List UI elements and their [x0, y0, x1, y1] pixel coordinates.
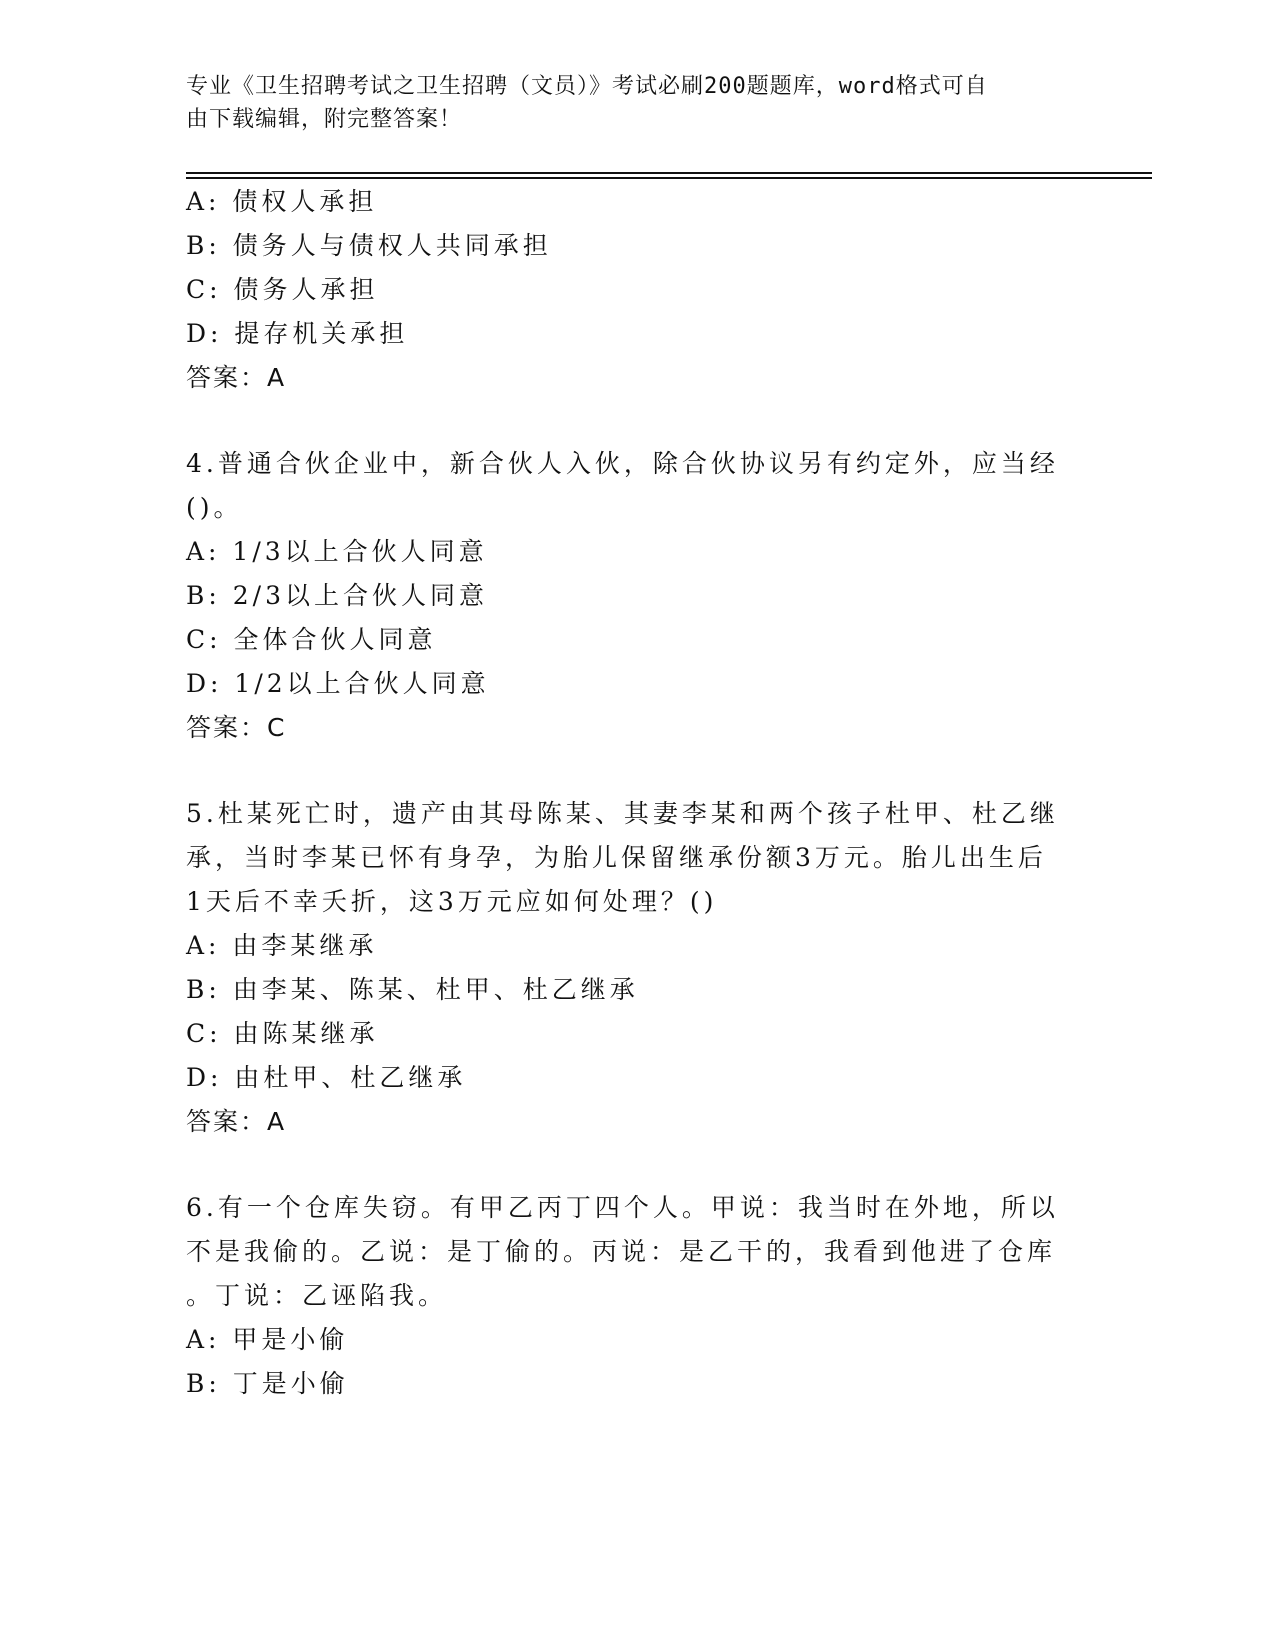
q5-stem-line-1: 5.杜某死亡时，遗产由其母陈某、其妻李某和两个孩子杜甲、杜乙继 — [186, 799, 1059, 828]
header-line-1: 专业《卫生招聘考试之卫生招聘（文员）》考试必刷200题题库，word格式可自 — [186, 74, 988, 99]
q6-stem-line-2: 不是我偷的。乙说：是丁偷的。丙说：是乙干的，我看到他进了仓库 — [186, 1237, 1057, 1266]
q3-answer: 答案：A — [186, 363, 287, 392]
q3-option-b: B: 债务人与债权人共同承担 — [186, 231, 552, 260]
q4-option-d: D: 1/2以上合伙人同意 — [186, 669, 490, 698]
header-line-2: 由下载编辑，附完整答案！ — [186, 107, 463, 132]
q3-option-d: D: 提存机关承担 — [186, 319, 409, 348]
q6-option-b: B: 丁是小偷 — [186, 1369, 349, 1398]
q4-option-c: C: 全体合伙人同意 — [186, 625, 437, 654]
q4-stem-line-1: 4.普通合伙企业中，新合伙人入伙，除合伙协议另有约定外，应当经 — [186, 449, 1059, 478]
q5-option-b: B: 由李某、陈某、杜甲、杜乙继承 — [186, 975, 639, 1004]
q5-stem-line-2: 承，当时李某已怀有身孕，为胎儿保留继承份额3万元。胎儿出生后 — [186, 843, 1047, 872]
q4-option-a: A: 1/3以上合伙人同意 — [186, 537, 488, 566]
q5-stem-line-3: 1天后不幸夭折，这3万元应如何处理？() — [186, 887, 718, 916]
q5-option-c: C: 由陈某继承 — [186, 1019, 379, 1048]
q4-answer: 答案：C — [186, 713, 287, 742]
q5-option-a: A: 由李某继承 — [186, 931, 378, 960]
q6-stem-line-1: 6.有一个仓库失窃。有甲乙丙丁四个人。甲说：我当时在外地，所以 — [186, 1193, 1059, 1222]
q3-option-a: A: 债权人承担 — [186, 187, 378, 216]
q5-answer: 答案：A — [186, 1107, 287, 1136]
q4-stem-line-2: ()。 — [186, 493, 243, 522]
q4-option-b: B: 2/3以上合伙人同意 — [186, 581, 488, 610]
q6-stem-line-3: 。丁说：乙诬陷我。 — [186, 1281, 448, 1310]
header-divider-top — [186, 172, 1152, 174]
q5-option-d: D: 由杜甲、杜乙继承 — [186, 1063, 467, 1092]
header-divider-bottom — [186, 177, 1152, 179]
q6-option-a: A: 甲是小偷 — [186, 1325, 349, 1354]
q3-option-c: C: 债务人承担 — [186, 275, 379, 304]
